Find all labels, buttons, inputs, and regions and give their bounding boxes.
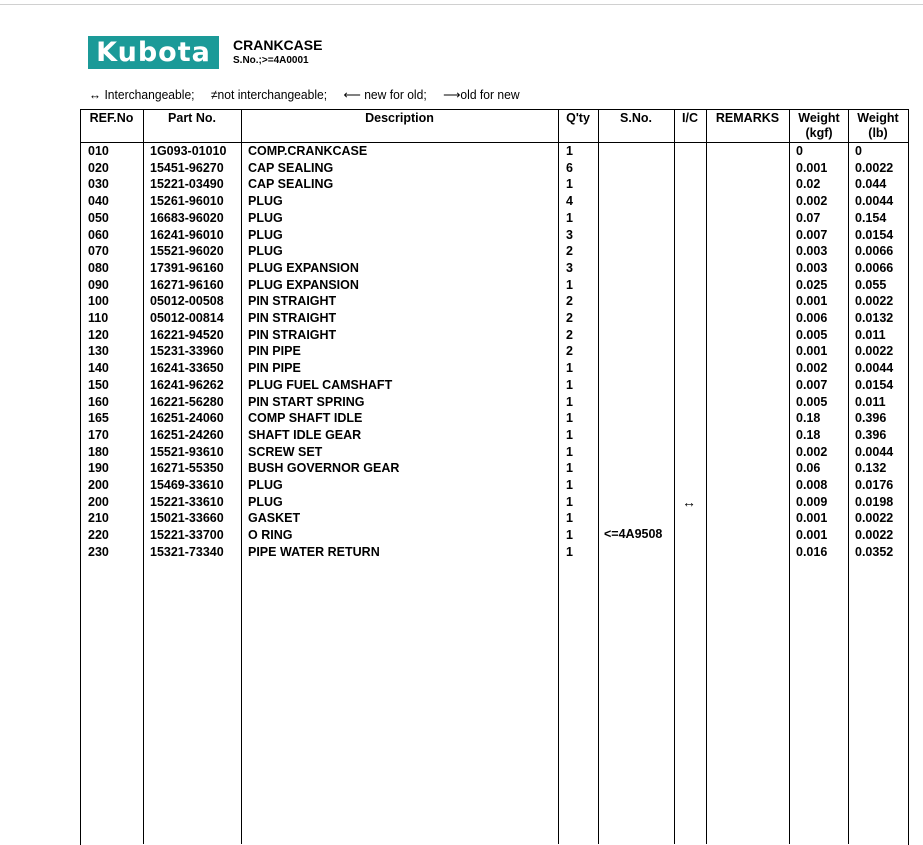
part-number-cell: 16271-96160: [150, 277, 224, 292]
weight-kgf-cell: 0.001: [796, 294, 828, 309]
description-cell: PIN STRAIGHT: [248, 311, 337, 325]
column-divider: [241, 109, 242, 844]
weight-lb-cell: 0.0066: [855, 260, 894, 275]
weight-kgf-cell: 0.007: [796, 227, 828, 242]
description-cell: PIN STRAIGHT: [248, 294, 337, 309]
weight-kgf-cell: 0.001: [796, 511, 828, 526]
description-cell: PLUG: [248, 210, 283, 225]
ref-cell: 165: [88, 411, 109, 426]
col-header-ref: REF.No: [89, 111, 134, 125]
weight-kgf-cell: 0.002: [796, 194, 828, 209]
description-cell: GASKET: [248, 511, 301, 526]
part-number-cell: 15451-96270: [150, 160, 224, 175]
description-cell: PLUG: [248, 227, 283, 242]
ref-cell: 130: [88, 344, 109, 359]
weight-lb-cell: 0.132: [855, 461, 887, 476]
ref-cell: 210: [88, 511, 109, 526]
part-number-cell: 16221-94520: [150, 327, 224, 342]
col-header-ic: I/C: [682, 111, 698, 125]
part-number-cell: 16683-96020: [150, 210, 224, 225]
ref-cell: 170: [88, 427, 109, 442]
weight-lb-cell: 0.0022: [855, 344, 894, 359]
part-number-cell: 15221-33700: [150, 528, 224, 543]
weight-lb-cell: 0.0198: [855, 494, 894, 509]
description-cell: PLUG FUEL CAMSHAFT: [248, 377, 393, 392]
weight-lb-cell: 0.154: [855, 210, 887, 225]
quantity-cell: 1: [566, 511, 573, 526]
column-divider: [558, 109, 559, 844]
weight-lb-cell: 0.0022: [855, 294, 894, 309]
weight-lb-cell: 0.0044: [855, 361, 894, 376]
serial-number-note: <=4A9508: [604, 527, 663, 541]
part-number-cell: 05012-00508: [150, 294, 224, 309]
weight-kgf-cell: 0.025: [796, 277, 828, 292]
weight-kgf-cell: 0.009: [796, 494, 828, 509]
weight-lb-cell: 0.0066: [855, 244, 894, 259]
quantity-cell: 1: [566, 210, 573, 225]
ref-cell: 110: [88, 311, 109, 325]
weight-kgf-cell: 0.008: [796, 478, 828, 492]
weight-lb-cell: 0.0022: [855, 528, 894, 543]
col-header-weight-kgf: Weight (kgf): [798, 111, 840, 140]
weight-lb-cell: 0.0154: [855, 227, 894, 242]
col-header-sno: S.No.: [620, 111, 652, 125]
part-number-cell: 17391-96160: [150, 260, 224, 275]
quantity-cell: 1: [566, 528, 573, 543]
weight-lb-cell: 0.044: [855, 177, 887, 192]
weight-lb-cell: 0.011: [855, 394, 886, 409]
weight-lb-cell: 0.0044: [855, 444, 894, 459]
ref-cell: 180: [88, 444, 109, 459]
part-number-cell: 15321-73340: [150, 544, 224, 559]
part-number-cell: 15021-33660: [150, 511, 224, 526]
description-cell: PIN PIPE: [248, 344, 301, 359]
ref-cell: 040: [88, 194, 109, 209]
weight-lb-cell: 0.0176: [855, 478, 894, 492]
quantity-cell: 1: [566, 444, 573, 459]
weight-lb-cell: 0.396: [855, 427, 887, 442]
part-number-cell: 16241-33650: [150, 361, 224, 376]
col-header-weight-lb: Weight (lb): [857, 111, 899, 140]
weight-lb-cell: 0.0352: [855, 544, 894, 559]
part-number-cell: 15469-33610: [150, 478, 224, 492]
ref-cell: 080: [88, 260, 109, 275]
description-cell: PLUG: [248, 194, 283, 209]
weight-kgf-cell: 0.02: [796, 177, 821, 192]
weight-kgf-cell: 0.016: [796, 544, 828, 559]
part-number-cell: 15261-96010: [150, 194, 224, 209]
description-cell: PIN START SPRING: [248, 394, 365, 409]
description-cell: COMP SHAFT IDLE: [248, 411, 363, 426]
ref-cell: 060: [88, 227, 109, 242]
ref-cell: 050: [88, 210, 109, 225]
description-cell: PIN STRAIGHT: [248, 327, 337, 342]
ref-cell: 100: [88, 294, 109, 309]
description-cell: SHAFT IDLE GEAR: [248, 427, 362, 442]
quantity-cell: 2: [566, 294, 573, 309]
description-cell: PLUG: [248, 244, 283, 259]
legend-old-for-new: ⟶old for new: [443, 87, 520, 102]
weight-lb-cell: 0.396: [855, 411, 887, 426]
part-number-cell: 16241-96010: [150, 227, 224, 242]
ref-cell: 200: [88, 494, 109, 509]
column-divider: [789, 109, 790, 844]
description-cell: PIPE WATER RETURN: [248, 544, 380, 559]
legend-new-for-old: ⟵ new for old;: [343, 87, 427, 102]
ref-cell: 070: [88, 244, 109, 259]
weight-kgf-cell: 0.001: [796, 528, 828, 543]
weight-kgf-cell: 0.18: [796, 411, 821, 426]
ref-cell: 150: [88, 377, 109, 392]
legend-interchangeable: ↔ Interchangeable;: [89, 87, 195, 102]
part-number-cell: 1G093-01010: [150, 144, 227, 158]
weight-kgf-cell: 0.003: [796, 244, 828, 259]
quantity-cell: 3: [566, 227, 573, 242]
weight-kgf-cell: 0.001: [796, 344, 828, 359]
description-cell: BUSH GOVERNOR GEAR: [248, 461, 400, 476]
weight-lb-cell: 0.0132: [855, 311, 894, 325]
ref-cell: 140: [88, 361, 109, 376]
quantity-cell: 4: [566, 194, 573, 209]
quantity-cell: 3: [566, 260, 573, 275]
legend-not-interchangeable: ≠not interchangeable;: [210, 87, 328, 102]
weight-kgf-cell: 0.005: [796, 327, 828, 342]
quantity-cell: 1: [566, 461, 573, 476]
quantity-cell: 1: [566, 177, 573, 192]
quantity-cell: 1: [566, 494, 573, 509]
quantity-cell: 2: [566, 244, 573, 259]
kubota-logo: Kubota: [88, 36, 219, 69]
weight-lb-cell: 0.055: [855, 277, 887, 292]
page-title: CRANKCASE: [233, 37, 323, 53]
description-cell: PLUG EXPANSION: [248, 260, 359, 275]
weight-kgf-cell: 0.007: [796, 377, 828, 392]
part-number-cell: 15521-93610: [150, 444, 224, 459]
column-divider: [706, 109, 707, 844]
quantity-cell: 1: [566, 427, 573, 442]
ref-cell: 020: [88, 160, 109, 175]
part-number-cell: 16251-24060: [150, 411, 224, 426]
weight-lb-cell: 0.0022: [855, 511, 894, 526]
description-cell: PLUG: [248, 494, 283, 509]
description-cell: CAP SEALING: [248, 177, 334, 192]
ref-cell: 230: [88, 544, 109, 559]
part-number-cell: 05012-00814: [150, 311, 224, 325]
description-cell: O RING: [248, 528, 293, 543]
quantity-cell: 2: [566, 311, 573, 325]
column-divider: [598, 109, 599, 844]
part-number-cell: 15221-03490: [150, 177, 224, 192]
description-cell: COMP.CRANKCASE: [248, 144, 368, 158]
quantity-cell: 1: [566, 361, 573, 376]
description-cell: CAP SEALING: [248, 160, 334, 175]
top-divider: [0, 4, 923, 5]
ref-cell: 160: [88, 394, 109, 409]
column-divider: [143, 109, 144, 844]
ref-cell: 190: [88, 461, 109, 476]
description-cell: SCREW SET: [248, 444, 323, 459]
column-divider: [674, 109, 675, 844]
serial-range: S.No.;>=4A0001: [233, 55, 309, 66]
description-cell: PLUG EXPANSION: [248, 277, 359, 292]
ref-cell: 200: [88, 478, 109, 492]
weight-kgf-cell: 0.18: [796, 427, 821, 442]
part-number-cell: 15521-96020: [150, 244, 224, 259]
ref-cell: 220: [88, 528, 109, 543]
part-number-cell: 16241-96262: [150, 377, 224, 392]
weight-kgf-cell: 0.005: [796, 394, 828, 409]
weight-kgf-cell: 0.002: [796, 361, 828, 376]
col-header-remarks: REMARKS: [715, 111, 780, 125]
interchangeable-icon: ↔: [682, 494, 696, 510]
quantity-cell: 1: [566, 544, 573, 559]
quantity-cell: 1: [566, 377, 573, 392]
weight-kgf-cell: 0.003: [796, 260, 828, 275]
weight-lb-cell: 0.011: [855, 327, 886, 342]
quantity-cell: 1: [566, 394, 573, 409]
col-header-description: Description: [365, 111, 434, 125]
weight-lb-cell: 0.0022: [855, 160, 894, 175]
quantity-cell: 6: [566, 160, 573, 175]
part-number-cell: 15221-33610: [150, 494, 224, 509]
part-number-cell: 16251-24260: [150, 427, 224, 442]
description-cell: PLUG: [248, 478, 283, 492]
quantity-cell: 1: [566, 277, 573, 292]
legend: [89, 87, 533, 103]
weight-kgf-cell: 0.06: [796, 461, 821, 476]
ref-cell: 030: [88, 177, 109, 192]
quantity-cell: 1: [566, 411, 573, 426]
quantity-cell: 2: [566, 327, 573, 342]
col-header-qty: Q'ty: [566, 111, 590, 125]
ref-cell: 090: [88, 277, 109, 292]
ref-cell: 120: [88, 327, 109, 342]
part-number-cell: 16221-56280: [150, 394, 224, 409]
weight-lb-cell: 0.0044: [855, 194, 894, 209]
weight-kgf-cell: 0.006: [796, 311, 828, 325]
part-number-cell: 16271-55350: [150, 461, 224, 476]
weight-lb-cell: 0.0154: [855, 377, 894, 392]
quantity-cell: 1: [566, 478, 573, 492]
weight-kgf-cell: 0: [796, 144, 803, 158]
col-header-part: Part No.: [168, 111, 216, 125]
quantity-cell: 1: [566, 144, 573, 158]
ref-cell: 010: [88, 144, 109, 158]
column-divider: [848, 109, 849, 844]
weight-kgf-cell: 0.07: [796, 210, 821, 225]
quantity-cell: 2: [566, 344, 573, 359]
weight-kgf-cell: 0.002: [796, 444, 828, 459]
weight-lb-cell: 0: [855, 144, 862, 158]
weight-kgf-cell: 0.001: [796, 160, 828, 175]
part-number-cell: 15231-33960: [150, 344, 224, 359]
description-cell: PIN PIPE: [248, 361, 301, 376]
